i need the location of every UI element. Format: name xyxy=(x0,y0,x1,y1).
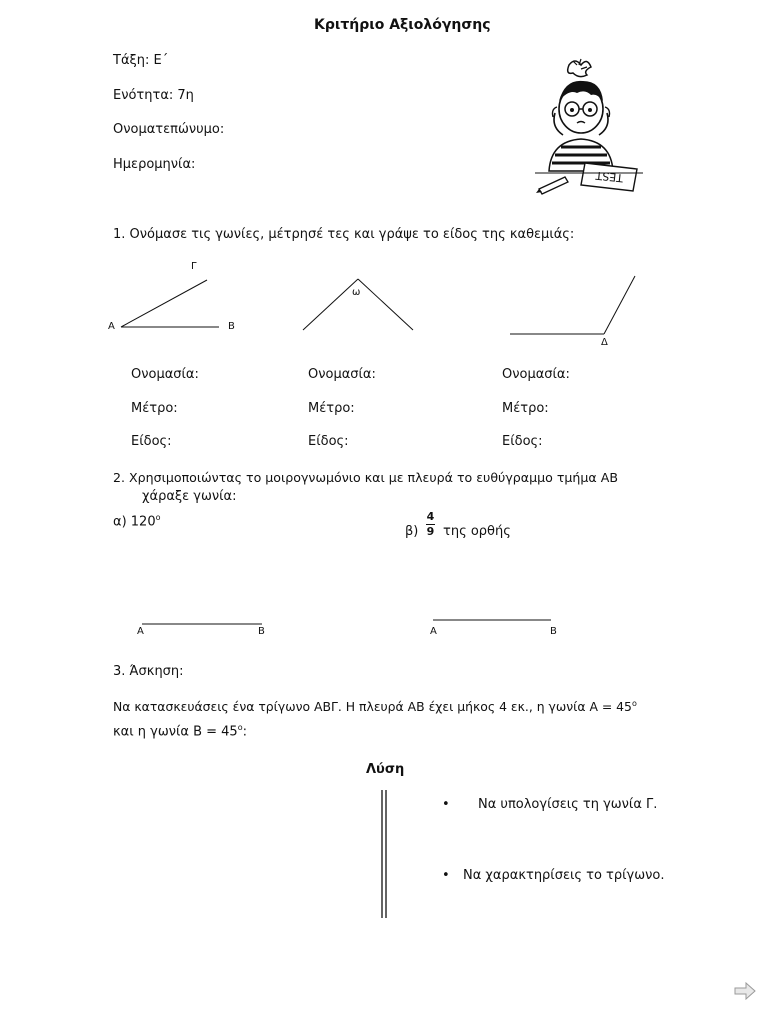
question-3-line2: και η γωνία $B = 45^o$: xyxy=(113,723,247,740)
angle1-label-g: Γ xyxy=(191,261,197,272)
angle3-type-field: Είδος: xyxy=(502,434,543,449)
angle2-type-field: Είδος: xyxy=(308,434,349,449)
angle1-label-b: Β xyxy=(228,321,235,332)
bullet-2: • xyxy=(442,868,450,883)
angle3-label-delta: Δ xyxy=(601,337,608,348)
segment2-label-b: Β xyxy=(550,626,557,637)
angle2-name-field: Ονομασία: xyxy=(308,367,376,382)
question-2-line1: 2. Χρησιμοποιώντας το μοιρογνωμόνιο και με πλευρά το ευθύγραμμο τμήμα ΑΒ xyxy=(113,470,618,485)
angle3-measure-field: Μέτρο: xyxy=(502,401,549,416)
angle3-ray-up xyxy=(604,276,635,334)
angle1-ray-g xyxy=(121,280,207,327)
angle1-label-a: Α xyxy=(108,321,115,332)
unit-label: Ενότητα: 7η xyxy=(113,88,194,103)
q2-part-b-label: β) xyxy=(405,524,419,539)
angle2-label-omega: ω xyxy=(352,287,361,298)
name-label: Ονοματεπώνυμο: xyxy=(113,122,225,137)
fraction-four-ninths: 4 9 xyxy=(426,510,435,538)
question-3-title: 3. Άσκηση: xyxy=(113,664,184,679)
segment1-label-a: Α xyxy=(137,626,144,637)
question-2-line2: χάραξε γωνία: xyxy=(142,489,237,504)
svg-text:TEST: TEST xyxy=(595,168,624,185)
q2-part-b-text: της ορθής xyxy=(443,524,511,539)
angle2-ray-left xyxy=(303,279,361,330)
solution-heading: Λύση xyxy=(366,762,405,777)
segment1-label-b: Β xyxy=(258,626,265,637)
angle2-ray-right xyxy=(358,279,413,330)
segment2-label-a: Α xyxy=(430,626,437,637)
date-label: Ημερομηνία: xyxy=(113,157,196,172)
angle1-measure-field: Μέτρο: xyxy=(131,401,178,416)
angle1-name-field: Ονομασία: xyxy=(131,367,199,382)
page-title: Κριτήριο Αξιολόγησης xyxy=(314,17,491,33)
bullet-1: • xyxy=(442,797,450,812)
angle3-name-field: Ονομασία: xyxy=(502,367,570,382)
question-1-text: 1. Ονόμασε τις γωνίες, μέτρησέ τες και γράψε το είδος της καθεμιάς: xyxy=(113,227,575,242)
arrow-right-icon[interactable] xyxy=(734,982,756,1000)
q2-part-a: α) $120^o$ xyxy=(113,513,161,530)
bullet-2-text: Να χαρακτηρίσεις το τρίγωνο. xyxy=(463,868,665,883)
angle1-type-field: Είδος: xyxy=(131,434,172,449)
bullet-1-text: Να υπολογίσεις τη γωνία Γ. xyxy=(478,797,658,812)
question-3-line1: Να κατασκευάσεις ένα τρίγωνο ΑΒΓ. Η πλευρά ΑΒ έχει μήκος 4 εκ., η γωνία $A = 45^o$ xyxy=(113,699,637,715)
class-label: Τάξη: Ε΄ xyxy=(113,53,169,68)
angle2-measure-field: Μέτρο: xyxy=(308,401,355,416)
